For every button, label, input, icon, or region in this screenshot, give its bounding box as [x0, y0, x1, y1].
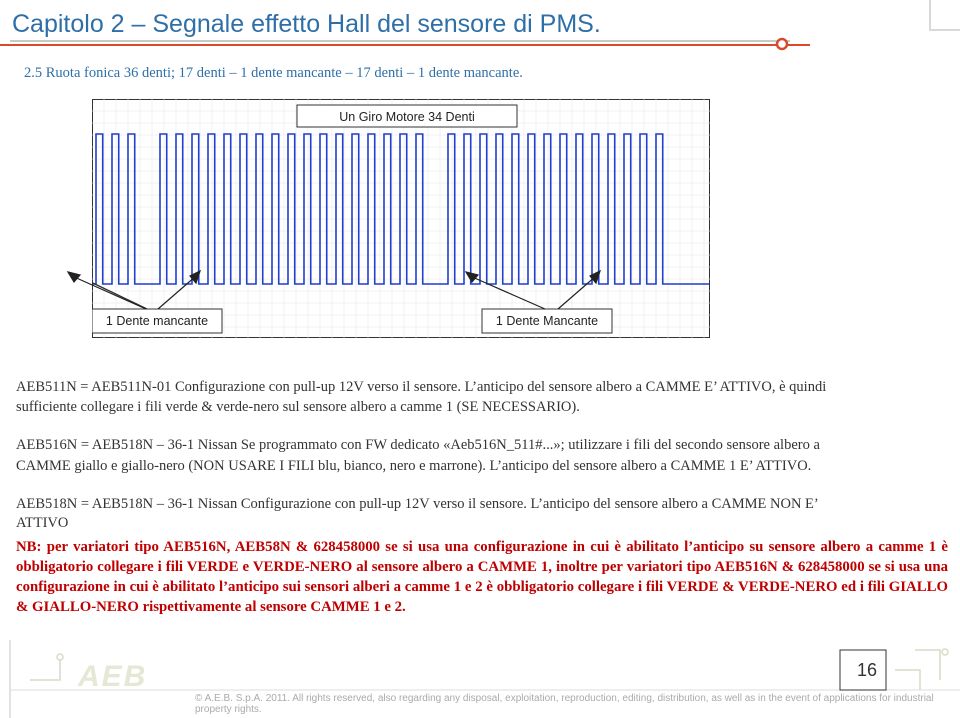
arrow-line-2: [158, 276, 196, 309]
paragraph-aeb511n-line2: sufficiente collegare i fili verde & verde-nero sul sensore albero a camme 1 (SE NECESSARIO).: [16, 399, 580, 415]
label-arrows: [0, 0, 960, 340]
left-label: 1 Dente mancante: [105, 314, 209, 328]
paragraph-aeb516n-line2: CAMME giallo e giallo-nero (NON USARE I FILI blu, bianco, nero e marrone). L’anticipo del sensore albero a CAMME 1 E’ ATTIVO.: [16, 458, 812, 474]
nb-warning: NB: per variatori tipo AEB516N, AEB58N & 628458000 se si usa una configurazione in cui è abilitato l’anticipo su sensore albero a camme 1 è obbligatorio collegare i fili VERDE e VERDE-NERO al sensore albero a CAMME 1, inoltre per variatori tipo AEB516N & 628458000 se si usa una configurazione in cui è abilitato l’anticipo sui sensori alberi a camme 1 e 2 è obbligatorio collegare i fili VERDE & VERDE-NERO ed i fili GIALLO & GIALLO-NERO rispettivamente al sensore CAMME 1 e 2.: [16, 539, 948, 615]
circuit-pattern: [30, 640, 948, 690]
arrow-head-4: [590, 271, 600, 283]
arrow-head-2: [190, 271, 200, 283]
page-title: Capitolo 2 – Segnale effetto Hall del sensore di PMS.: [12, 10, 601, 38]
paragraph-aeb516n-line1: AEB516N = AEB518N – 36-1 Nissan Se programmato con FW dedicato «Aeb516N_511#...»; utilizzare i fili del secondo sensore albero a: [16, 437, 820, 453]
right-label: 1 Dente Mancante: [495, 314, 599, 328]
paragraph-aeb511n-line1: AEB511N = AEB511N-01 Configurazione con pull-up 12V verso il sensore. L’anticipo del sensore albero a CAMME E’ ATTIVO, è quindi: [16, 379, 827, 395]
arrow-head-1: [68, 272, 80, 282]
section-subtitle: 2.5 Ruota fonica 36 denti; 17 denti – 1 dente mancante – 17 denti – 1 dente mancante.: [24, 65, 523, 81]
paragraph-aeb518n-line2: ATTIVO: [16, 515, 69, 531]
arrow-head-3: [466, 272, 478, 282]
arrow-line-3: [470, 276, 545, 309]
page-number: 16: [857, 660, 878, 680]
arrow-line-1: [72, 276, 146, 309]
aeb-logo: AEB: [78, 660, 148, 693]
top-label: Un Giro Motore 34 Denti: [339, 110, 475, 124]
paragraph-aeb518n-line1: AEB518N = AEB518N – 36-1 Nissan Configurazione con pull-up 12V verso il sensore. L’anticipo del sensore albero a CAMME NON E’: [16, 496, 819, 512]
arrow-line-4: [558, 276, 596, 309]
copyright-text: © A.E.B. S.p.A. 2011. All rights reserved, also regarding any disposal, exploitation, reproduction, editing, distribution, as well as in the event of applications for industrial property rights.: [195, 693, 934, 715]
